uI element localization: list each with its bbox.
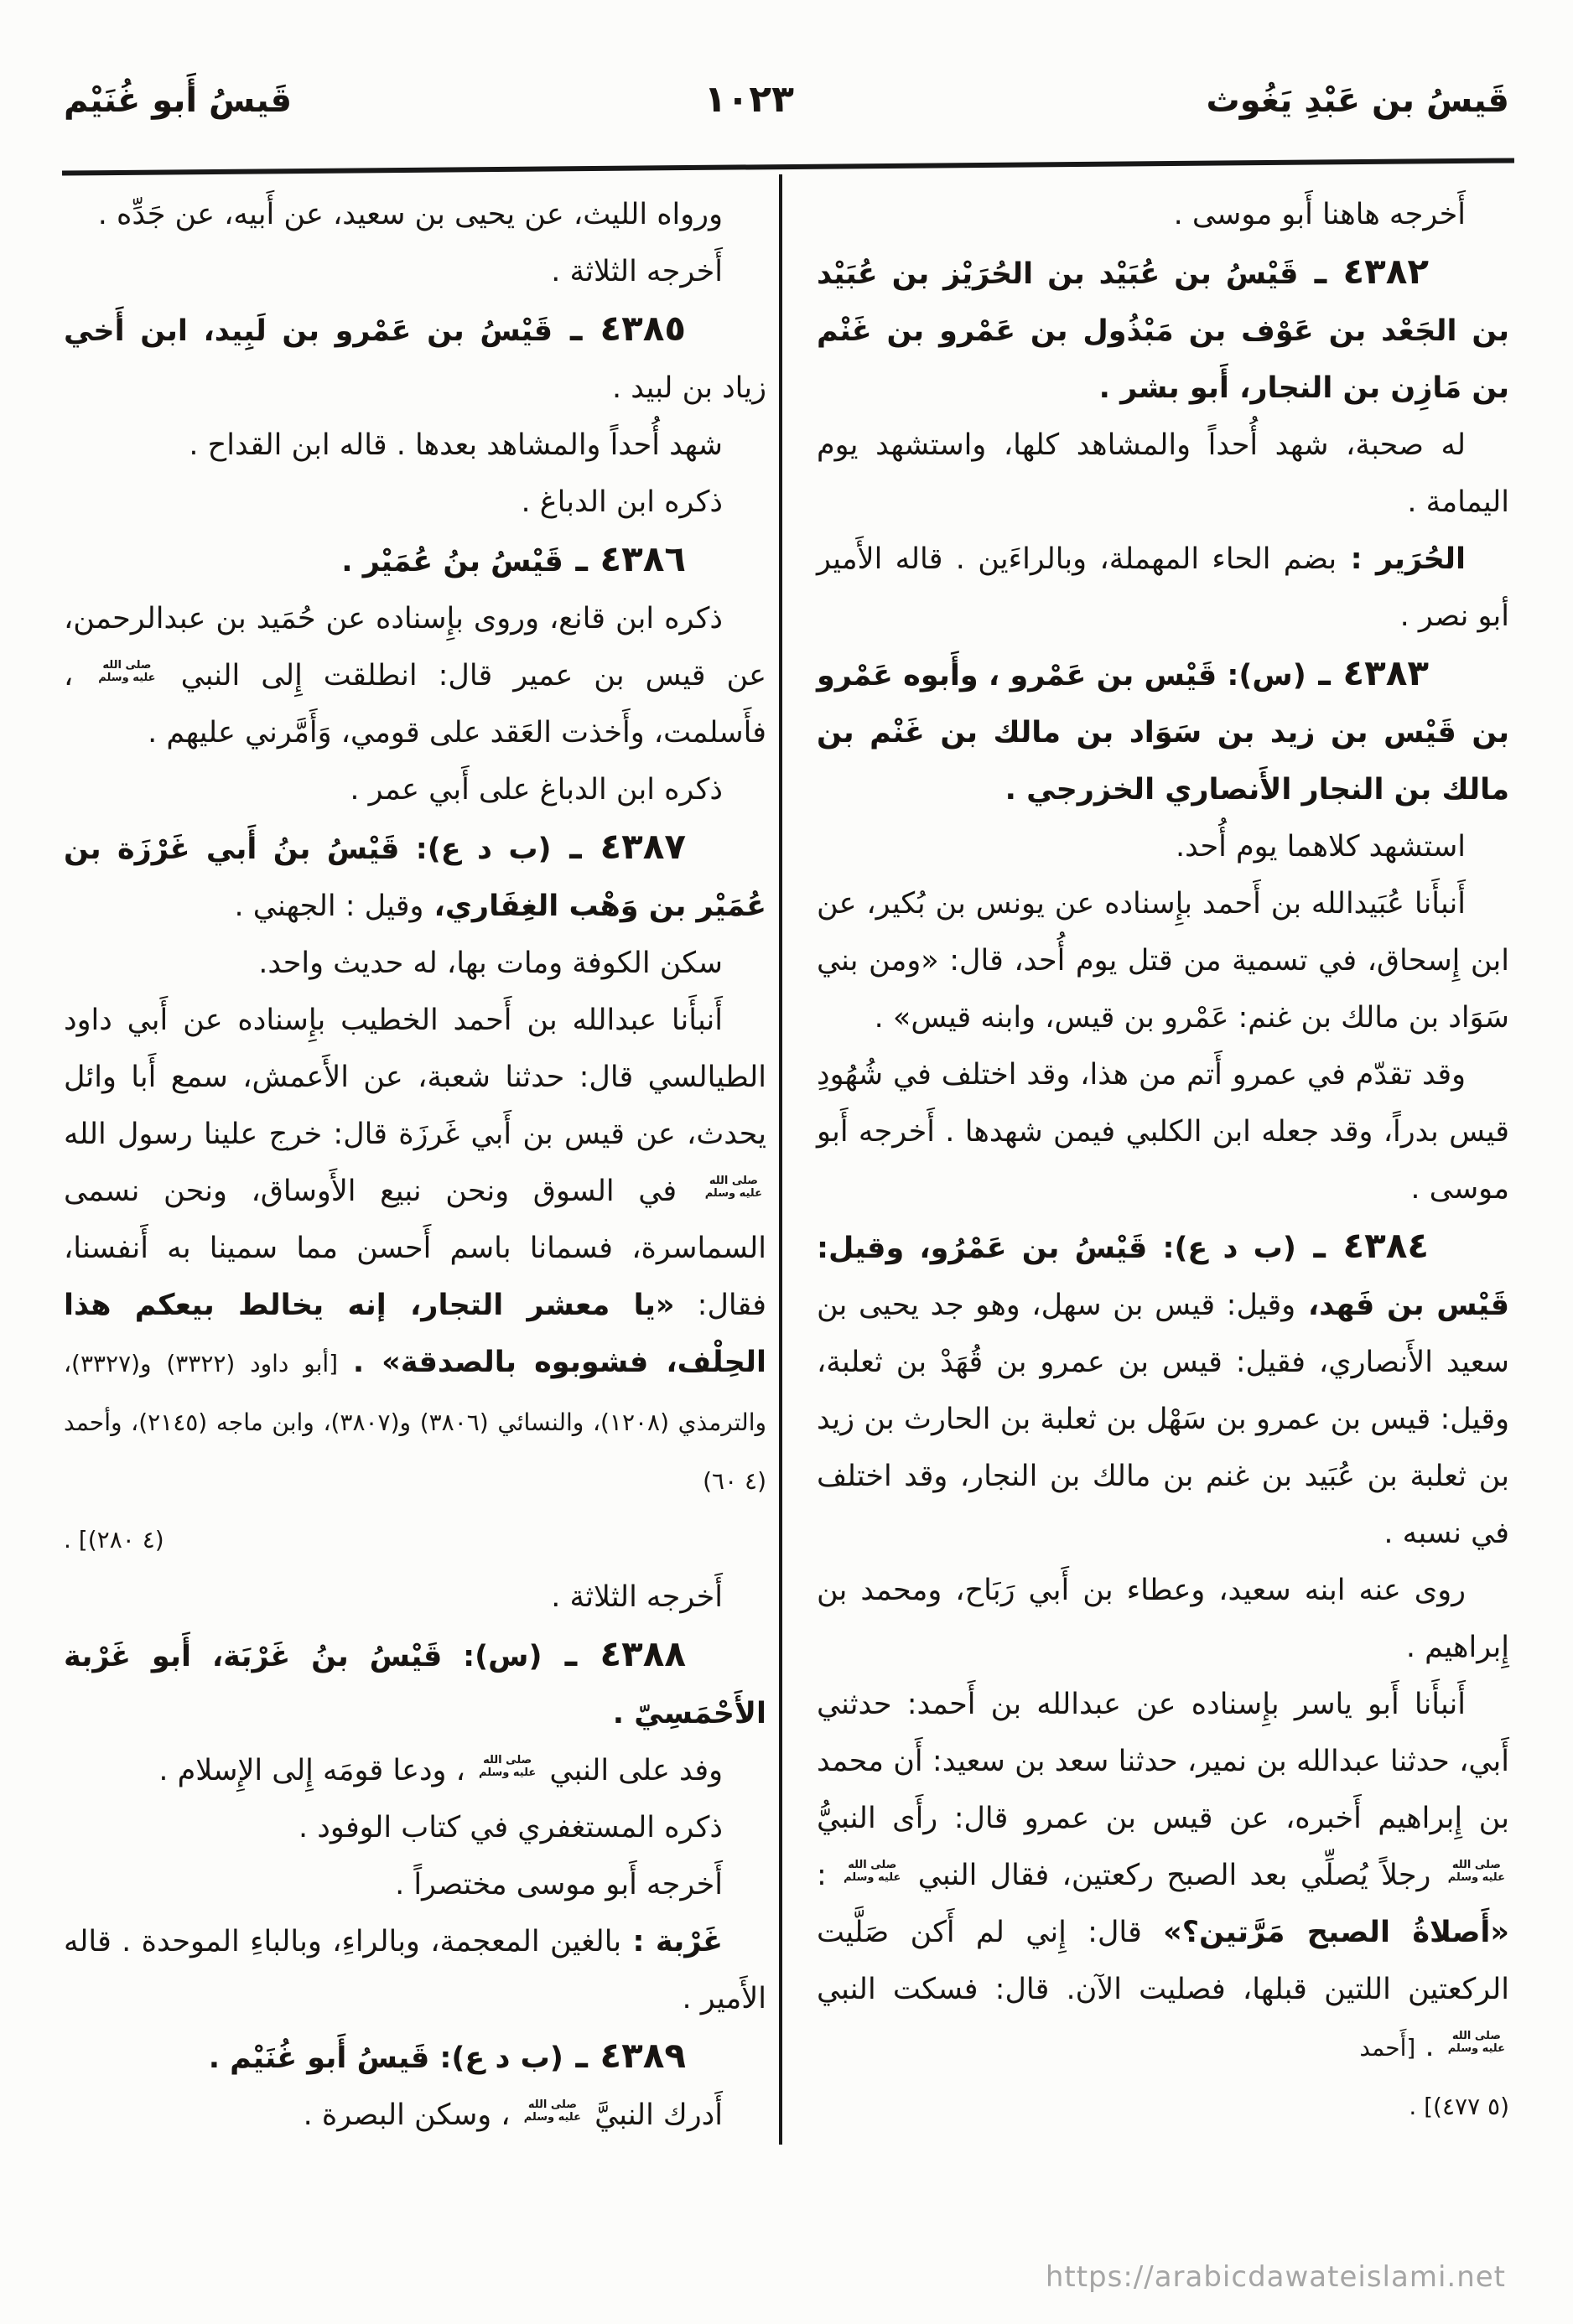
text-segment: روى عنه ابنه سعيد، وعطاء بن أَبي رَبَاح، ومحمد بن إِبراهيم . xyxy=(817,1574,1509,1664)
entry-heading xyxy=(64,2027,766,2087)
paragraph xyxy=(64,1742,766,1799)
text-segment: ذكره ابن الدباغ على أَبي عمر . xyxy=(350,773,723,807)
text-segment: (ب د ع): قَيسُ أَبو غُنَيْم . xyxy=(208,2041,563,2075)
entry-number: ٤٣٨٢ ـ xyxy=(1298,251,1429,292)
text-segment: استشهد كلاهما يوم أُحد. xyxy=(1176,830,1466,864)
entry-number: ٤٣٨٤ ـ xyxy=(1295,1225,1429,1266)
paragraph xyxy=(64,935,766,992)
text-segment: وفد على النبي xyxy=(540,1754,723,1787)
paragraph xyxy=(64,1569,766,1626)
saw-ligature-icon: صلى الله عليه وسلم xyxy=(1447,1859,1505,1884)
text-segment: «يا معشر التجار، إنه يخالط بيعكم هذا الحِلْف، فشوبوه بالصدقة» . xyxy=(64,1289,766,1379)
text-segment: ذكره المستغفري في كتاب الوفود . xyxy=(299,1811,723,1844)
paragraph xyxy=(817,417,1509,531)
paragraph xyxy=(64,1856,766,1913)
entry-heading xyxy=(64,531,766,590)
header-rule xyxy=(62,158,1514,175)
text-segment: قَيْسُ بنُ عُمَيْر . xyxy=(341,545,563,578)
text-segment: (٥ ٤٧٧)] . xyxy=(1409,2093,1509,2120)
paragraph xyxy=(64,474,766,531)
text-segment: الحُرَير : xyxy=(1337,542,1467,576)
paragraph xyxy=(817,875,1509,1046)
page-number: ١٠٢٣ xyxy=(703,78,795,121)
entry-number: ٤٣٨٨ ـ xyxy=(542,1633,686,1674)
text-segment: قَيْسُ بن عُبَيْد بن الحُرَيْز بن عُبَيْد بن الجَعْد بن عَوْف بن مَبْذُول بن عَمْرو بن غَنْم بن مَازِن بن النجار، أَبو بشر . xyxy=(817,257,1509,405)
paragraph xyxy=(817,531,1509,645)
text-segment: أَنبأَنا عُبَيدالله بن أَحمد بإِسناده عن يونس بن بُكير، عن ابن إِسحاق، في تسمية من قتل يوم أُحد، قال: «ومن بني سَوَاد بن مالك بن غنم: عَمْرو بن قيس، وابنه قيس» . xyxy=(817,887,1509,1035)
entry-number: ٤٣٨٩ ـ xyxy=(563,2035,686,2076)
entry-heading xyxy=(817,243,1509,417)
entry-heading xyxy=(817,645,1509,818)
entry-heading xyxy=(64,818,766,935)
paragraph xyxy=(64,2087,766,2144)
watermark-url: https://arabicdawateislami.net xyxy=(1045,2260,1506,2294)
text-segment: ، فأَسلمت، وأَخذت العَقد على قومي، وَأَمَّرني عليهم . xyxy=(64,659,766,750)
text-segment: شهد أُحداً والمشاهد بعدها . قاله ابن القداح . xyxy=(189,428,723,462)
entry-number: ٤٣٨٧ ـ xyxy=(551,826,686,867)
entry-heading xyxy=(817,1217,1509,1562)
entry-number: ٤٣٨٥ ـ xyxy=(553,308,686,349)
text-segment: (س): قَيْسُ بنُ غَرْبَة، أَبو غَرْبة الأَحْمَسِيّ . xyxy=(64,1640,766,1730)
text-segment: ذكره ابن قانع، وروى بإِسناده عن حُمَيد بن عبدالرحمن، عن قيس بن عمير قال: انطلقت إِلى النبي xyxy=(64,602,766,693)
paragraph xyxy=(817,186,1509,243)
text-segment: غَرْبة : xyxy=(621,1925,723,1958)
text-segment: أَخرجه الثلاثة . xyxy=(551,1580,723,1614)
text-segment: [أَحمد xyxy=(1359,2034,1416,2062)
text-segment: رجلاً يُصلِّي بعد الصبح ركعتين، فقال النبي xyxy=(905,1859,1444,1892)
text-segment: أَخرجه أَبو موسى مختصراً . xyxy=(395,1868,723,1901)
text-segment: وقيل: قيس بن سهل، وهو جد يحيى بن سعيد الأَنصاري، فقيل: قيس بن عمرو بن قُهَدْ بن ثعلبة، وقيل: قيس بن عمرو بن سَهْل بن ثعلبة بن الحارث بن زيد بن ثعلبة بن عُبَيد بن غنم بن مالك بن النجار، وقد اختلف في نسبه . xyxy=(817,1289,1509,1550)
text-segment: أَنبأَنا عبدالله بن أَحمد الخطيب بإِسناده عن أَبي داود الطيالسي قال: حدثنا شعبة، عن الأَعمش، سمع أَبا وائل يحدث، عن قيس بن أَبي غَرزَة قال: خرج علينا رسول الله xyxy=(64,1004,766,1151)
text-segment: بضم الحاء المهملة، وبالراءَين . قاله الأَمير أبو نصر . xyxy=(817,542,1509,633)
text-segment: أَخرجه الثلاثة . xyxy=(551,255,723,288)
paragraph xyxy=(817,2077,1509,2135)
text-segment: : xyxy=(817,1859,840,1892)
saw-ligature-icon: صلى الله عليه وسلم xyxy=(98,659,156,684)
text-segment: ، ودعا قومَه إِلى الإِسلام . xyxy=(158,1754,475,1787)
text-segment: أَنبأَنا أَبو ياسر بإِسناده عن عبدالله بن أَحمد: حدثني أَبي، حدثنا عبدالله بن نمير، حدثنا سعد بن سعيد: أَن محمد بن إِبراهيم أَخبره، عن قيس بن عمرو قال: رأَى النبيُّ xyxy=(817,1688,1509,1835)
paragraph xyxy=(64,243,766,300)
text-segment: . xyxy=(1415,2030,1444,2063)
text-segment: قال: إِني لم أَكن صَلَّيت الركعتين اللتين قبلها، فصليت الآن. قال: فسكت النبي xyxy=(817,1916,1509,2006)
text-segment: [أبو داود (٣٣٢٢) و(٣٣٢٧)، والترمذي (١٢٠٨)، والنسائي (٣٨٠٦) و(٣٨٠٧)، وابن ماجه (٢١٤٥)، وأحمد (٤ ٦٠) xyxy=(64,1350,767,1495)
text-segment: (٤ ٢٨٠)] . xyxy=(64,1526,164,1554)
text-segment: ، وسكن البصرة . xyxy=(303,2098,520,2132)
text-segment: وقد تقدّم في عمرو أَتم من هذا، وقد اختلف في شُهُودِ قيس بدراً، وقد جعله ابن الكلبي فيمن شهدها . أَخرجه أَبو موسى . xyxy=(817,1058,1509,1206)
header-right-title: قَيسُ بن عَبْدِ يَغُوث xyxy=(1206,81,1509,120)
saw-ligature-icon: صلى الله عليه وسلم xyxy=(1447,2030,1505,2055)
saw-ligature-icon: صلى الله عليه وسلم xyxy=(844,1859,901,1884)
paragraph xyxy=(817,818,1509,875)
text-segment: أَخرجه هاهنا أَبو موسى . xyxy=(1173,198,1466,231)
text-segment: سكن الكوفة ومات بها، له حديث واحد. xyxy=(258,947,723,980)
paragraph xyxy=(817,1046,1509,1217)
paragraph xyxy=(64,761,766,818)
column-left xyxy=(64,186,766,2144)
text-segment: زياد بن لبيد . xyxy=(612,371,766,405)
text-segment: «أَصلاةُ الصبح مَرَّتين؟» xyxy=(1163,1916,1510,1949)
text-segment: (ب د ع): قَيْسُ بن عَمْرُو، وقيل: قَيْس بن فَهد، xyxy=(817,1232,1509,1322)
saw-ligature-icon: صلى الله عليه وسلم xyxy=(704,1175,762,1200)
paragraph xyxy=(64,417,766,474)
paragraph xyxy=(64,1913,766,2027)
paragraph xyxy=(817,1562,1509,1676)
text-segment: (س): قَيْس بن عَمْرو ، وأَبوه عَمْرو بن قَيْس بن زيد بن سَوَاد بن مالك بن غَنْم بن مالك بن النجار الأَنصاري الخزرجي . xyxy=(817,659,1509,807)
paragraph xyxy=(64,1799,766,1856)
paragraph xyxy=(64,186,766,243)
saw-ligature-icon: صلى الله عليه وسلم xyxy=(479,1754,537,1779)
text-segment: ورواه الليث، عن يحيى بن سعيد، عن أَبيه، عن جَدِّه . xyxy=(97,198,723,231)
text-segment: ذكره ابن الدباغ . xyxy=(521,485,723,519)
entry-number: ٤٣٨٣ ـ xyxy=(1306,652,1429,693)
column-right xyxy=(817,186,1509,2144)
entry-heading xyxy=(64,300,766,417)
text-segment: أَدرك النبيَّ xyxy=(585,2098,723,2132)
paragraph xyxy=(64,1510,766,1569)
page-header xyxy=(64,77,1509,124)
text-segment: قَيْسُ بن عَمْرو بن لَبِيد، ابن أَخي xyxy=(64,314,553,348)
paragraph xyxy=(817,1676,1509,2077)
entry-number: ٤٣٨٦ ـ xyxy=(563,538,686,579)
paragraph xyxy=(64,992,766,1510)
text-segment: (ب د ع): قَيْسُ بنُ أَبي غَرْزَة بن عُمَيْر بن وَهْب الغِفَاري، xyxy=(64,833,766,923)
header-left-title: قَيسُ أَبو غُنَيْم xyxy=(64,81,293,120)
paragraph xyxy=(64,590,766,761)
text-segment: وقيل : الجهني . xyxy=(234,890,424,923)
text-segment: له صحبة، شهد أُحداً والمشاهد كلها، واستشهد يوم اليمامة . xyxy=(817,428,1509,519)
text-segment: بالغين المعجمة، وبالراءِ، وبالباءِ الموحدة . قاله الأَمير . xyxy=(64,1925,766,2015)
saw-ligature-icon: صلى الله عليه وسلم xyxy=(523,2098,581,2124)
text-segment: في السوق ونحن نبيع الأَوساق، ونحن نسمى السماسرة، فسمانا باسم أَحسن مما سمينا به أَنفسنا، فقال: xyxy=(64,1175,766,1322)
text-columns xyxy=(64,186,1509,2144)
entry-heading xyxy=(64,1626,766,1742)
